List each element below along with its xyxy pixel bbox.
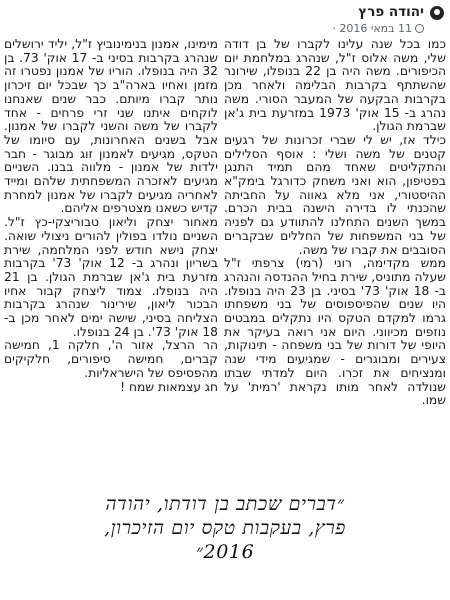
paragraph: חג עצמאות שמח ! bbox=[120, 379, 218, 394]
paragraph: כילד אז, יש לי שברי זכרונות של רגעים קטנים של משה ושלי : אוסף הסלילים והתקליטים שאחד מהם תמיד התנגן בפטיפון, הוא ואני משחק כדורגל בימק"א ההיסטורי, אני מלא גאווה על החביתה שהכנתי לו בדירה הישנה בבית הכרם. במשך השנים התחלנו להתוודע גם לפניה של בני המשפחות של החללים שבקברים הסובבים את קברו של משה. bbox=[224, 132, 446, 257]
paragraph: מימינו, אמנון בנימינוביץ ז"ל, יליד ירושלים שנהרג בקרבות בסיני ב- 17 אוק' 73. בן 32 היה בנופלו. הוריו של אמנון נפטרו זה מזמן ואחיו בארה"ב כך שבכל יום זיכרון נותר קברו מיותם. כבר שנים שאנחנו לוקחים איתנו שני זרי פרחים - אחד לקברו של משה והשני לקברו של אמנון. אבל בשנים האחרונות, עם סיומו של הטקס, מגיעים לאמנון זוג מבוגר - חבר ילדות של אמנון - מלווה בבנו. השניים מגיעים לאזכרה המשפחתית שלהם ומייד לאחריה מגיעים לקברו של אמנון למחרת קדיש כשאנו מצטרפים אליהם. bbox=[4, 38, 218, 216]
paragraph: הר הרצל, אזור ה', חלקה 1, חמישה קברים, חמישה סיפורים, חלקיקים מהפסיפס של הישראליות. bbox=[4, 338, 218, 380]
paragraph: ממש מקדימה, רוני (רמי) צרפתי ז"ל שעלה מתוניס, שירת בחיל ההנדסה והנהרג ב- 18 אוק' 73' בסיני. בן 23 היה בנופלו. היו שנים שהפיספוסים של בני משפחתו גרמו למקדם הטקס היו נתקלים במבטים נוזפים מכיווני. היום אני רואה בעיקר את היופי של דורות של בני משפחה - תינוקות, צעירים ומבוגרים - שמגיעים מידי שנה ומנציחים את זכרו. היום למדתי שבתו שנולדה לאחר מותו נקראת 'רמית' על שמו. bbox=[224, 256, 446, 408]
globe-icon bbox=[415, 24, 424, 33]
paragraph: כמו בכל שנה עלינו לקברו של בן דודה שלי, משה אלוס ז"ל, שנהרג במלחמת יום הכיפורים. משה היה בן 22 בנופלו, שירונר שהשתתף בקרבות הבלימה ולאחר מכן בקרבות הבקעה של המעבר הסורי. משה נהרג ב- 15 אוק' 1973 במזרעת בית ג'אן שברמת הגולן. bbox=[224, 38, 446, 134]
post-date[interactable]: 11 במאי 2016 · bbox=[332, 22, 412, 35]
post-meta bbox=[332, 22, 424, 35]
caption-line: ״דברים שכתב בן דודתו, יהודה bbox=[105, 493, 345, 515]
post-body bbox=[4, 38, 446, 478]
paragraph: מאחור יצחק וליאון טבוריצקי-כץ ז"ל. השניים נולדו בפולין להורים ניצולי שואה. יצחק נישא חודש לפני המלחמה, שירת בשריון ונהרג ב- 12 אוק' 73' בקרבות מזרעת בית ג'אן שברמת הגולן. בן 21 היה בנופלו. צמוד ליצחק קבור אחיו הבכור ליאון, שירינור שנהרג בקרבות הצליחה בסיני, שישה ימים לאחר מכן ב- 18 אוק' 73'. בן 24 בנופלו. bbox=[4, 215, 218, 339]
caption-line: פרץ, בעקבות טקס יום הזיכרון, bbox=[104, 517, 346, 539]
post-column-left bbox=[4, 38, 218, 478]
post-author[interactable]: יהודה פרץ bbox=[358, 4, 424, 20]
post-header bbox=[144, 4, 444, 38]
caption-line: 2016״ bbox=[195, 541, 255, 563]
post-column-right bbox=[224, 38, 446, 478]
avatar[interactable] bbox=[430, 6, 444, 20]
caption-quote bbox=[40, 492, 410, 564]
